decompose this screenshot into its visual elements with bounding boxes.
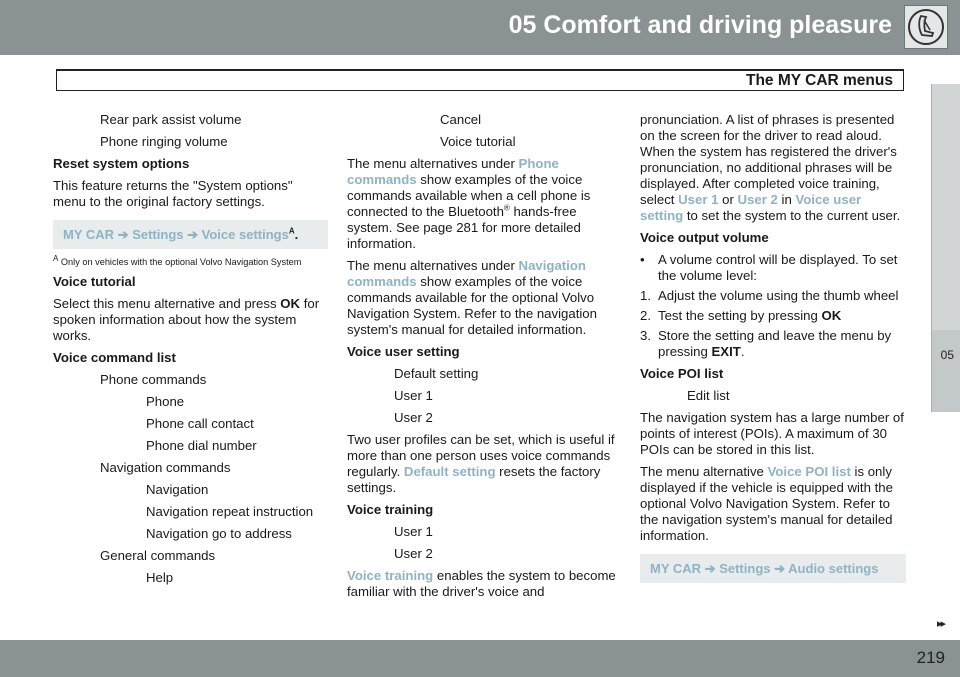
- highlight-term: Navigation commands: [347, 258, 586, 289]
- exit-key: EXIT: [711, 344, 741, 359]
- list-item: Phone: [146, 394, 185, 409]
- user-setting-heading: Voice user setting: [347, 344, 460, 359]
- menu-path-item: Audio settings: [788, 561, 879, 576]
- right-arrow-icon: ➔: [117, 227, 129, 242]
- section-title-bar: [56, 69, 904, 91]
- registered-mark: ®: [503, 203, 510, 213]
- column-2: [347, 112, 619, 606]
- text-run: Two user profiles can be set, which is useful if more than one person uses voice commands regularly.: [347, 432, 615, 479]
- step-number: 1.: [640, 288, 651, 303]
- navigation-commands: Navigation commands: [100, 460, 231, 475]
- column-3: [640, 112, 906, 591]
- text-run: or: [718, 192, 738, 207]
- text-run: Test the setting by pressing: [658, 308, 822, 323]
- highlight-term: User 2: [737, 192, 778, 207]
- page-number: 219: [916, 648, 945, 667]
- general-commands: General commands: [100, 548, 216, 563]
- step-number: 3.: [640, 328, 651, 343]
- bullet-item: [640, 252, 906, 284]
- menu-path-item: MY CAR: [650, 561, 702, 576]
- list-item: Phone ringing volume: [100, 134, 228, 149]
- list-item: Edit list: [687, 388, 730, 403]
- list-item: User 2: [394, 546, 433, 561]
- text-run: pronunciation. A list of phrases is presented on the screen for the driver to read aloud. When the system has registered the driver's pronunciation, no additional phrases will be displayed. After completed voice training, select: [640, 112, 897, 207]
- poi-list-heading: Voice POI list: [640, 366, 724, 381]
- text-run: to set the system to the current user.: [683, 208, 901, 223]
- user-profiles-paragraph: [347, 432, 619, 496]
- text-run: The menu alternatives under: [347, 156, 519, 171]
- highlight-term: Phone commands: [347, 156, 559, 187]
- list-item: Navigation go to address: [146, 526, 292, 541]
- text-run: Adjust the volume using the thumb wheel: [658, 288, 899, 303]
- list-item: Help: [146, 570, 174, 585]
- phone-commands-paragraph: [347, 156, 619, 252]
- bullet-mark: •: [640, 252, 645, 267]
- footnote-text: Only on vehicles with the optional Volvo Navigation System: [60, 257, 302, 267]
- footnote-mark: A: [53, 253, 59, 263]
- command-list-heading: Voice command list: [53, 350, 176, 365]
- section-title: The MY CAR menus: [746, 72, 893, 89]
- ok-key: OK: [821, 308, 842, 323]
- menu-path-item: Settings: [719, 561, 771, 576]
- voice-training-heading: Voice training: [347, 502, 434, 517]
- tutorial-body: [53, 296, 328, 344]
- voice-training-paragraph: [347, 568, 619, 600]
- text-run: for spoken information about how the system works.: [53, 296, 320, 343]
- menu-path-end: .: [294, 227, 299, 242]
- menu-path-item: Settings: [132, 227, 184, 242]
- step-number: 2.: [640, 308, 651, 323]
- list-item: User 1: [394, 524, 433, 539]
- footnote: [53, 253, 328, 268]
- right-arrow-icon: ➔: [704, 561, 716, 576]
- list-item: Rear park assist volume: [100, 112, 242, 127]
- list-item: Phone call contact: [146, 416, 254, 431]
- reset-heading: Reset system options: [53, 156, 190, 171]
- highlight-term: User 1: [678, 192, 719, 207]
- menu-path-item: Voice settings: [201, 227, 289, 242]
- text-run: is only displayed if the vehicle is equipped with the optional Volvo Navigation System. Refer to the navigation system's manual for detailed information.: [640, 464, 893, 543]
- active-chapter-tab: [932, 330, 960, 412]
- text-run: Select this menu alternative and press: [53, 296, 281, 311]
- text-run: hands-free system. See page 281 for more detailed information.: [347, 204, 581, 251]
- tutorial-heading: Voice tutorial: [53, 274, 136, 289]
- output-volume-heading: Voice output volume: [640, 230, 769, 245]
- list-item: User 2: [394, 410, 433, 425]
- right-arrow-icon: ➔: [774, 561, 786, 576]
- text-run: show examples of the voice commands available for the optional Volvo Navigation System. Refer to the navigation system's manual for detailed information.: [347, 274, 597, 337]
- navigation-commands-paragraph: [347, 258, 619, 338]
- text-run: .: [740, 344, 745, 359]
- phone-commands: Phone commands: [100, 372, 207, 387]
- list-item: Voice tutorial: [440, 134, 516, 149]
- text-run: The menu alternative: [640, 464, 768, 479]
- highlight-term: Voice training: [347, 568, 434, 583]
- list-item: Cancel: [440, 112, 482, 127]
- menu-path-item: MY CAR: [63, 227, 115, 242]
- text-run: enables the system to become familiar with the driver's voice and: [347, 568, 616, 599]
- seat-icon: [904, 5, 948, 49]
- text-run: show examples of the voice commands available when a cell phone is connected to the Bluetooth: [347, 172, 591, 219]
- step-item: [640, 308, 906, 324]
- text-run: A volume control will be displayed. To set the volume level:: [658, 252, 898, 283]
- column-1: [53, 112, 328, 592]
- pronunciation-paragraph: [640, 112, 906, 224]
- list-item: User 1: [394, 388, 433, 403]
- chapter-number: 05: [940, 348, 954, 362]
- list-item: Default setting: [394, 366, 479, 381]
- text-run: resets the factory settings.: [347, 464, 601, 495]
- list-item: Phone dial number: [146, 438, 257, 453]
- menu-path-box: [640, 554, 906, 583]
- menu-path-box: [53, 220, 328, 249]
- right-arrow-icon: ➔: [187, 227, 199, 242]
- next-page-icon: ▸▸: [936, 618, 944, 630]
- footnote-ref: A: [288, 226, 295, 236]
- list-item: Navigation repeat instruction: [146, 504, 314, 519]
- text-run: in: [777, 192, 796, 207]
- step-item: [640, 328, 906, 360]
- text-run: Store the setting and leave the menu by pressing: [658, 328, 892, 359]
- poi-paragraph: The navigation system has a large number of points of interest (POIs). A maximum of 30 POIs can be stored in this list.: [640, 410, 904, 457]
- page-footer: [0, 640, 960, 677]
- reset-body: This feature returns the "System options" menu to the original factory settings.: [53, 178, 293, 209]
- list-item: Navigation: [146, 482, 209, 497]
- highlight-term: Voice POI list: [767, 464, 851, 479]
- highlight-term: Voice user setting: [640, 192, 862, 223]
- chapter-title: 05 Comfort and driving pleasure: [508, 11, 892, 39]
- ok-key: OK: [280, 296, 301, 311]
- text-run: The menu alternatives under: [347, 258, 519, 273]
- step-item: [640, 288, 906, 304]
- highlight-term: Default setting: [403, 464, 496, 479]
- poi-availability-paragraph: [640, 464, 906, 544]
